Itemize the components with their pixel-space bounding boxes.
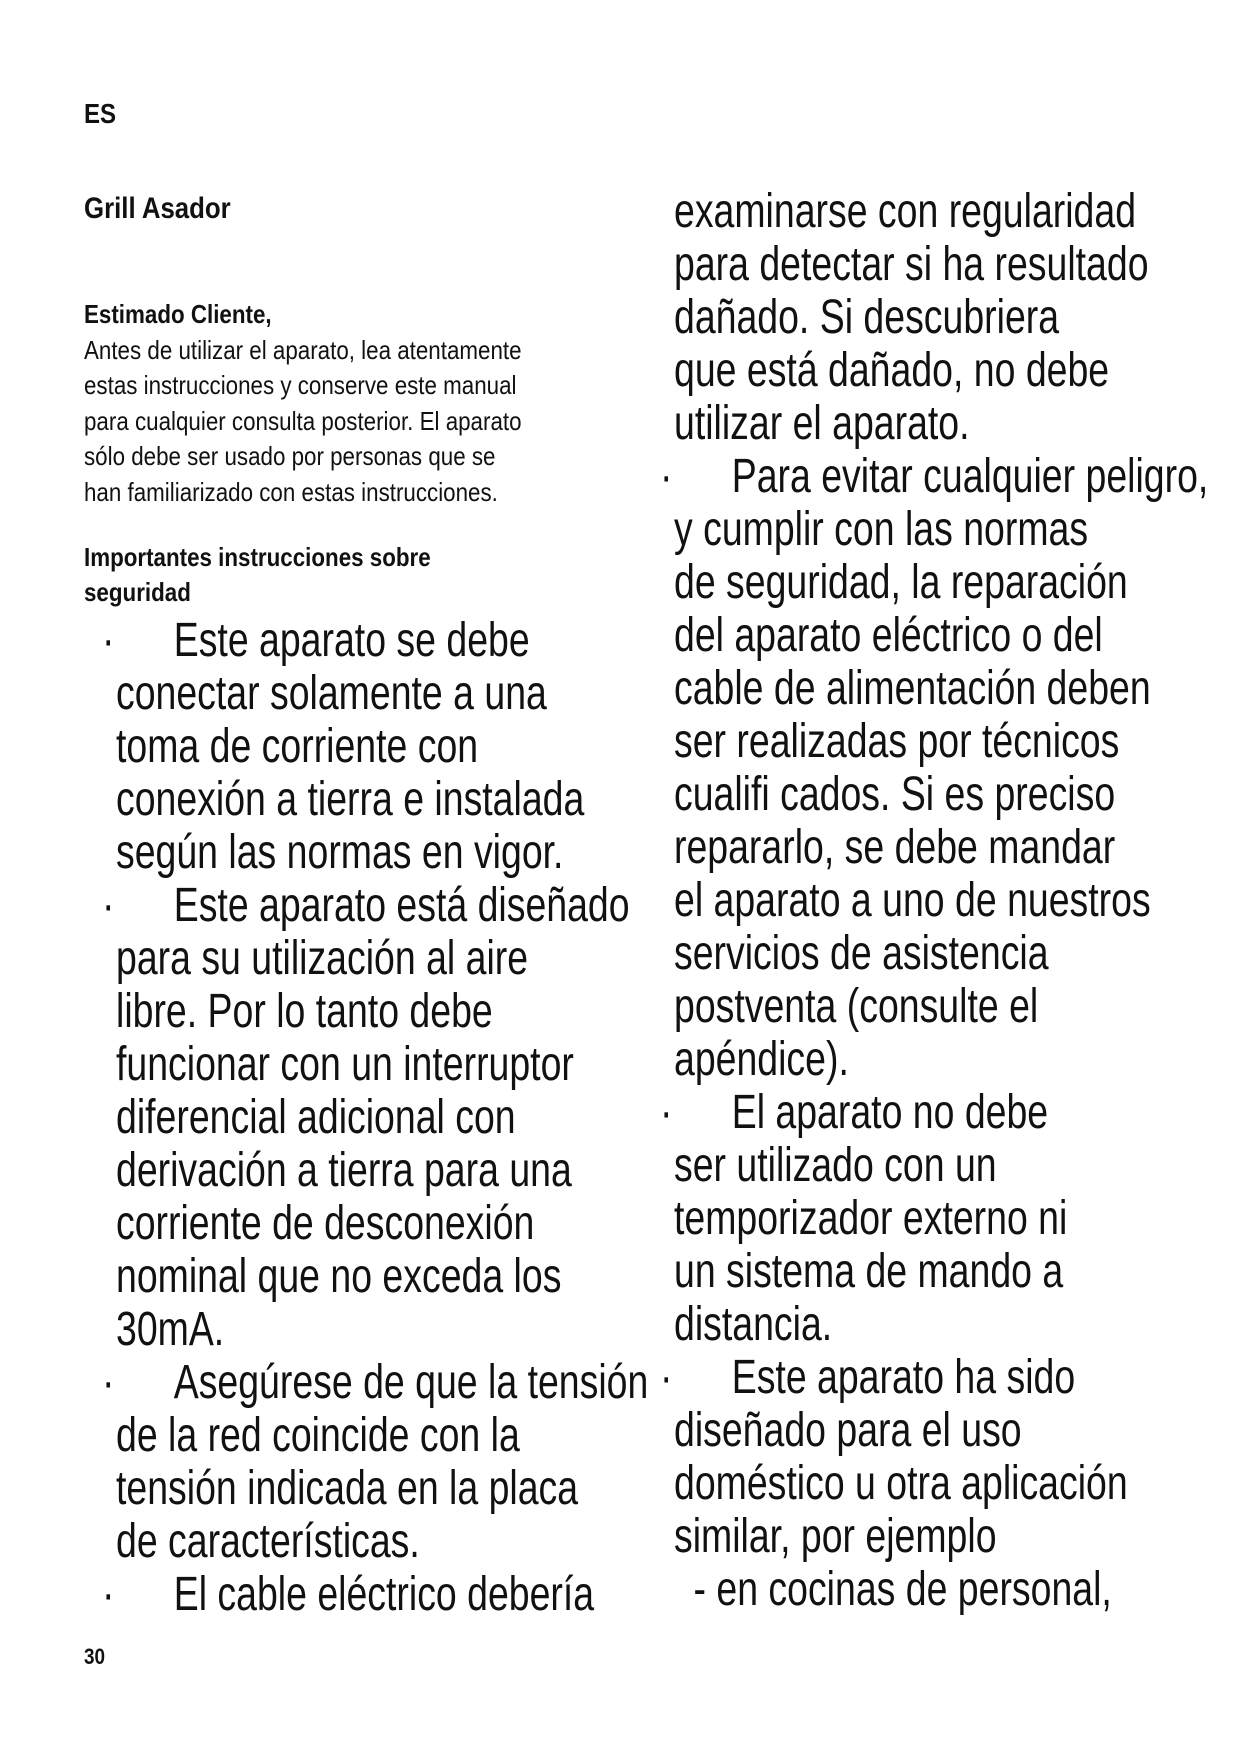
line-text: y cumplir con las normas bbox=[674, 503, 1089, 556]
greeting-block bbox=[84, 297, 566, 510]
intro-line: sólo debe ser usado por personas que se bbox=[84, 441, 496, 471]
line-text: tensión indicada en la placa bbox=[116, 1462, 579, 1515]
text-line bbox=[116, 1038, 584, 1091]
right-text-column bbox=[659, 185, 1241, 1616]
language-code: ES bbox=[84, 98, 117, 129]
line-text: según las normas en vigor. bbox=[116, 826, 564, 879]
line-text: de la red coincide con la bbox=[116, 1409, 520, 1462]
text-line bbox=[674, 185, 1142, 238]
line-text: distancia. bbox=[674, 1298, 833, 1351]
safety-heading-line: seguridad bbox=[84, 577, 191, 607]
line-text: apéndice). bbox=[674, 1033, 849, 1086]
text-line bbox=[674, 874, 1151, 927]
line-text: servicios de asistencia bbox=[674, 927, 1049, 980]
bullet-item-first-line bbox=[101, 879, 630, 932]
text-line bbox=[674, 715, 1142, 768]
text-line bbox=[674, 1298, 1142, 1351]
line-text: del aparato eléctrico o del bbox=[674, 609, 1103, 662]
line-text: diseñado para el uso bbox=[674, 1404, 1022, 1457]
text-line bbox=[674, 503, 1142, 556]
line-text: conexión a tierra e instalada bbox=[116, 773, 585, 826]
page-title: Grill Asador bbox=[84, 192, 231, 225]
line-text: derivación a tierra para una bbox=[116, 1144, 572, 1197]
bullet-icon: · bbox=[659, 1351, 673, 1404]
text-line bbox=[674, 609, 1142, 662]
line-text: Este aparato está diseñado bbox=[173, 879, 630, 932]
text-line bbox=[116, 1515, 584, 1568]
line-text: doméstico u otra aplicación bbox=[674, 1457, 1128, 1510]
line-text: de seguridad, la reparación bbox=[674, 556, 1128, 609]
bullet-item-first-line bbox=[101, 614, 584, 667]
text-line bbox=[674, 1563, 1142, 1616]
safety-heading bbox=[84, 540, 497, 610]
intro-line: han familiarizado con estas instrucciones. bbox=[84, 476, 498, 507]
text-line bbox=[674, 980, 1142, 1033]
page-number: 30 bbox=[84, 1644, 106, 1669]
bullet-icon: · bbox=[101, 879, 115, 932]
text-line bbox=[116, 1091, 584, 1144]
line-text: El aparato no debe bbox=[731, 1086, 1049, 1139]
line-text: para su utilización al aire bbox=[116, 932, 529, 985]
intro-line: Antes de utilizar el aparato, lea atentamente bbox=[84, 334, 522, 365]
bullet-item-first-line bbox=[101, 1568, 595, 1621]
text-line bbox=[116, 1250, 584, 1303]
text-line bbox=[116, 1409, 584, 1462]
line-text: para detectar si ha resultado bbox=[674, 238, 1149, 291]
text-line bbox=[116, 667, 584, 720]
line-text: el aparato a uno de nuestros bbox=[674, 874, 1151, 927]
text-line bbox=[674, 821, 1142, 874]
line-text: similar, por ejemplo bbox=[674, 1510, 997, 1563]
intro-line: estas instrucciones y conserve este manual bbox=[84, 370, 517, 400]
bullet-icon: · bbox=[101, 614, 115, 667]
line-text: repararlo, se debe mandar bbox=[674, 821, 1116, 874]
text-line bbox=[116, 1303, 584, 1356]
line-text: utilizar el aparato. bbox=[674, 397, 970, 450]
text-line bbox=[674, 1192, 1142, 1245]
line-text: cualifi cados. Si es preciso bbox=[674, 768, 1116, 821]
line-text: Para evitar cualquier peligro, bbox=[731, 450, 1209, 503]
line-text: temporizador externo ni bbox=[674, 1192, 1068, 1245]
line-text: nominal que no exceda los bbox=[116, 1250, 562, 1303]
line-text: ser realizadas por técnicos bbox=[674, 715, 1120, 768]
text-line bbox=[674, 927, 1142, 980]
line-text: examinarse con regularidad bbox=[674, 185, 1137, 238]
line-text: un sistema de mando a bbox=[674, 1245, 1064, 1298]
text-line bbox=[116, 773, 584, 826]
text-line bbox=[674, 238, 1149, 291]
bullet-item-first-line bbox=[659, 1351, 1142, 1404]
greeting-title: Estimado Cliente, bbox=[84, 299, 272, 329]
text-line bbox=[116, 1462, 584, 1515]
line-text: 30mA. bbox=[116, 1303, 225, 1356]
text-line bbox=[674, 1245, 1142, 1298]
safety-heading-line: Importantes instrucciones sobre bbox=[84, 542, 431, 572]
text-line bbox=[116, 1197, 584, 1250]
text-line bbox=[674, 662, 1151, 715]
line-text: que está dañado, no debe bbox=[674, 344, 1110, 397]
line-text: de características. bbox=[116, 1515, 420, 1568]
line-text: cable de alimentación deben bbox=[674, 662, 1151, 715]
bullet-icon: · bbox=[659, 1086, 673, 1139]
text-line bbox=[674, 1510, 1142, 1563]
text-line bbox=[674, 1457, 1142, 1510]
text-line bbox=[116, 985, 584, 1038]
line-text: conectar solamente a una bbox=[116, 667, 547, 720]
line-text: corriente de desconexión bbox=[116, 1197, 535, 1250]
line-text: ser utilizado con un bbox=[674, 1139, 997, 1192]
line-text: dañado. Si descubriera bbox=[674, 291, 1060, 344]
line-text: Este aparato ha sido bbox=[731, 1351, 1076, 1404]
bullet-item-first-line bbox=[659, 450, 1209, 503]
bullet-icon: · bbox=[101, 1356, 115, 1409]
line-text: - en cocinas de personal, bbox=[693, 1563, 1112, 1616]
line-text: toma de corriente con bbox=[116, 720, 479, 773]
text-line bbox=[674, 344, 1142, 397]
bullet-icon: · bbox=[659, 450, 673, 503]
text-line bbox=[116, 826, 584, 879]
line-text: funcionar con un interruptor bbox=[116, 1038, 574, 1091]
text-line bbox=[674, 1404, 1142, 1457]
left-text-column bbox=[101, 614, 716, 1621]
bullet-item-first-line bbox=[101, 1356, 649, 1409]
text-line bbox=[674, 397, 1142, 450]
text-line bbox=[116, 720, 584, 773]
text-line bbox=[674, 291, 1142, 344]
text-line bbox=[674, 1033, 1142, 1086]
intro-line: para cualquier consulta posterior. El aparato bbox=[84, 405, 522, 436]
text-line bbox=[116, 932, 584, 985]
line-text: libre. Por lo tanto debe bbox=[116, 985, 493, 1038]
text-line bbox=[116, 1144, 584, 1197]
line-text: postventa (consulte el bbox=[674, 980, 1039, 1033]
line-text: Este aparato se debe bbox=[173, 614, 530, 667]
bullet-icon: · bbox=[101, 1568, 115, 1621]
line-text: El cable eléctrico debería bbox=[173, 1568, 595, 1621]
line-text: Asegúrese de que la tensión bbox=[173, 1356, 649, 1409]
text-line bbox=[674, 1139, 1142, 1192]
line-text: diferencial adicional con bbox=[116, 1091, 516, 1144]
text-line bbox=[674, 768, 1142, 821]
text-line bbox=[674, 556, 1142, 609]
bullet-item-first-line bbox=[659, 1086, 1142, 1139]
